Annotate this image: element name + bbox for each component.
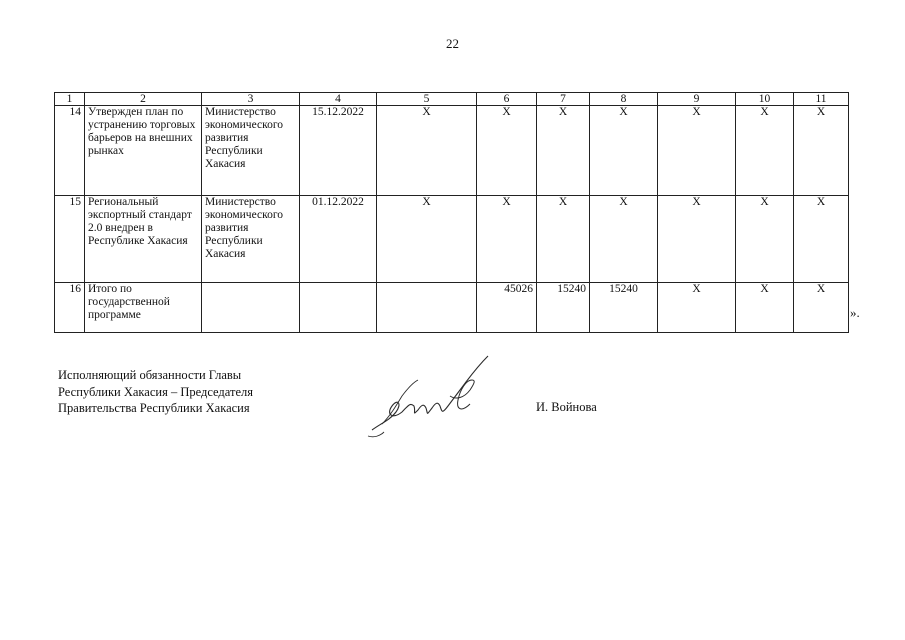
value-cell: Х bbox=[537, 106, 590, 196]
signer-name: И. Войнова bbox=[536, 400, 597, 414]
executor-cell: Министерство экономического развития Республики Хакасия bbox=[202, 106, 300, 196]
value-cell: Х bbox=[590, 106, 658, 196]
date-cell: 15.12.2022 bbox=[300, 106, 377, 196]
column-header: 11 bbox=[794, 93, 849, 106]
date-cell bbox=[300, 283, 377, 333]
signer-title bbox=[58, 367, 253, 417]
row-number: 14 bbox=[55, 106, 85, 196]
column-header: 10 bbox=[736, 93, 794, 106]
value-cell bbox=[377, 283, 477, 333]
value-cell: 15240 bbox=[590, 283, 658, 333]
value-cell: Х bbox=[736, 283, 794, 333]
column-header: 9 bbox=[658, 93, 736, 106]
value-cell: Х bbox=[377, 106, 477, 196]
column-header: 3 bbox=[202, 93, 300, 106]
executor-cell: Министерство экономического развития Республики Хакасия bbox=[202, 196, 300, 283]
value-cell: Х bbox=[736, 106, 794, 196]
table-row bbox=[55, 283, 849, 333]
value-cell: Х bbox=[794, 283, 849, 333]
value-cell: Х bbox=[736, 196, 794, 283]
signer-title-line: Правительства Республики Хакасия bbox=[58, 401, 250, 415]
closing-quote: ». bbox=[850, 305, 860, 320]
program-table bbox=[54, 92, 849, 333]
column-header: 2 bbox=[85, 93, 202, 106]
event-cell: Утвержден план по устранению торговых барьеров на внешних рынках bbox=[85, 106, 202, 196]
value-cell: Х bbox=[658, 106, 736, 196]
date-cell: 01.12.2022 bbox=[300, 196, 377, 283]
page-number: 22 bbox=[446, 36, 459, 51]
value-cell: Х bbox=[477, 196, 537, 283]
column-header: 5 bbox=[377, 93, 477, 106]
value-cell: 45026 bbox=[477, 283, 537, 333]
signer-title-line: Республики Хакасия – Председателя bbox=[58, 384, 254, 399]
handwritten-signature bbox=[362, 350, 502, 440]
value-cell: Х bbox=[658, 196, 736, 283]
value-cell: Х bbox=[794, 106, 849, 196]
value-cell: 15240 bbox=[537, 283, 590, 333]
value-cell: Х bbox=[794, 196, 849, 283]
value-cell: Х bbox=[658, 283, 736, 333]
event-cell: Итого по государственной программе bbox=[85, 283, 202, 333]
value-cell: Х bbox=[590, 196, 658, 283]
table-row bbox=[55, 106, 849, 196]
row-number: 16 bbox=[55, 283, 85, 333]
executor-cell bbox=[202, 283, 300, 333]
column-header: 7 bbox=[537, 93, 590, 106]
table-row bbox=[55, 196, 849, 283]
value-cell: Х bbox=[537, 196, 590, 283]
value-cell: Х bbox=[477, 106, 537, 196]
column-header: 6 bbox=[477, 93, 537, 106]
column-header: 1 bbox=[55, 93, 85, 106]
value-cell: Х bbox=[377, 196, 477, 283]
header-row bbox=[55, 93, 849, 106]
event-cell: Региональный экспортный стандарт 2.0 внедрен в Республике Хакасия bbox=[85, 196, 202, 283]
row-number: 15 bbox=[55, 196, 85, 283]
signer-title-line: Исполняющий обязанности Главы bbox=[58, 368, 242, 382]
column-header: 4 bbox=[300, 93, 377, 106]
column-header: 8 bbox=[590, 93, 658, 106]
